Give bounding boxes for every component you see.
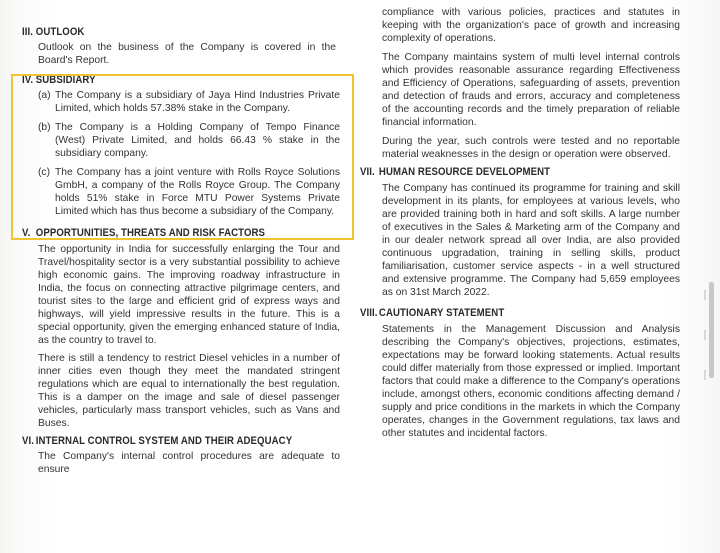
opportunities-paragraph-1: The opportunity in India for successfully enlarging the Tour and Travel/hospitality sector is a very substantial possibility to achieve high economic gains. The improving roadway infrastructure in India, the focus on connecting attractive pilgrimage centers, and tourist sites to the large and efficient grid of express ways and highways, will yield impressive results in the future. This is a special opportunity, given the emerging enhanced stature of India, as the country to travel to.: [38, 244, 340, 346]
item-label: (a): [38, 90, 51, 101]
section-heading-hr: [360, 166, 635, 178]
outlook-text: Outlook on the business of the Company is covered in the Board's Report.: [38, 42, 336, 66]
section-number: V.: [22, 227, 31, 239]
item-text: The Company is a subsidiary of Jaya Hind Industries Private Limited, which holds 57.38% stake in the Company.: [55, 90, 340, 114]
item-text: The Company has a joint venture with Rolls Royce Solutions GmbH, a company of the Rolls Royce Group. The Company holds 51% stake in Force MTU Power Systems Private Limited which has thus become a subsidiary of the Company.: [55, 167, 340, 217]
internal-control-text: The Company's internal control procedures are adequate to ensure: [38, 451, 340, 475]
section-heading-internal-control: [22, 435, 295, 447]
internal-control-paragraph-2: The Company maintains system of multi level internal controls which provides reasonable assurance regarding Effectiveness and Efficiency of Operations, safeguarding of assets, prevention and detection of frauds and errors, accuracy and completeness of the accounting records and the timely preparation of reliable financial information.: [382, 52, 680, 128]
section-title: CAUTIONARY STATEMENT: [378, 307, 505, 319]
section-number: VI.: [22, 435, 35, 447]
item-label: (c): [38, 167, 51, 178]
page-edge-mark: [704, 290, 706, 300]
scrollbar-thumb[interactable]: [709, 282, 714, 378]
section-number: VII.: [360, 166, 375, 178]
section-number: IV.: [22, 74, 34, 86]
item-text: The Company is a Holding Company of Tempo Finance (West) Private Limited, and holds 66.43 % stake in the subsidiary company.: [55, 122, 340, 159]
subsidiary-highlight-box: [11, 74, 354, 240]
right-column: [360, 6, 680, 440]
section-title: SUBSIDIARY: [35, 74, 96, 86]
page-edge-mark: [704, 330, 706, 340]
section-heading-outlook: [22, 26, 295, 38]
section-title: HUMAN RESOURCE DEVELOPMENT: [378, 166, 551, 178]
section-title: OPPORTUNITIES, THREATS AND RISK FACTORS: [35, 227, 266, 239]
opportunities-paragraph-2: There is still a tendency to restrict Diesel vehicles in a number of inner cities even though they meet the mandated stringent regulations which are equal to internationally the best regulation. This is a damper on the image and sale of diesel passenger vehicles, particularly mass transport vehicles, such as Vans and Buses.: [38, 353, 340, 429]
section-heading-cautionary: [360, 307, 635, 319]
section-number: VIII.: [360, 307, 378, 319]
item-label: (b): [38, 122, 51, 133]
section-number: III.: [22, 26, 34, 38]
page-edge-mark: [704, 370, 706, 380]
section-title: INTERNAL CONTROL SYSTEM AND THEIR ADEQUACY: [35, 435, 293, 447]
cautionary-text: Statements in the Management Discussion and Analysis describing the Company's objectives, projections, estimates, expectations may be forward looking statements. Actual results could differ materially from those expressed or implied. Important factors that could make a difference to the Company's operations include, amongst others, economic conditions affecting demand / supply and price conditions in the markets in which the Company operates, changes in the Government regulations, tax laws and other statutes and incidental factors.: [382, 324, 680, 439]
hr-text: The Company has continued its programme for training and skill development in its plants, for employees at various levels, who are provided training both in hard and soft skills. A large number of executives in the Sales & Marketing arm of the Company and in our dealer network spread all over India, are also provided continuous upgradation, training in selling skills, product familiarisation, customer service aspects - in a well structured and extensive programme. The Company had 5,659 employees as on 31st March 2022.: [382, 183, 680, 298]
internal-control-continued: compliance with various policies, practices and statutes in keeping with the organization's pace of growth and increasing complexity of operations.: [382, 7, 680, 44]
section-title: OUTLOOK: [35, 26, 85, 38]
internal-control-paragraph-3: During the year, such controls were tested and no reportable material weaknesses in the design or operation were observed.: [382, 136, 680, 160]
